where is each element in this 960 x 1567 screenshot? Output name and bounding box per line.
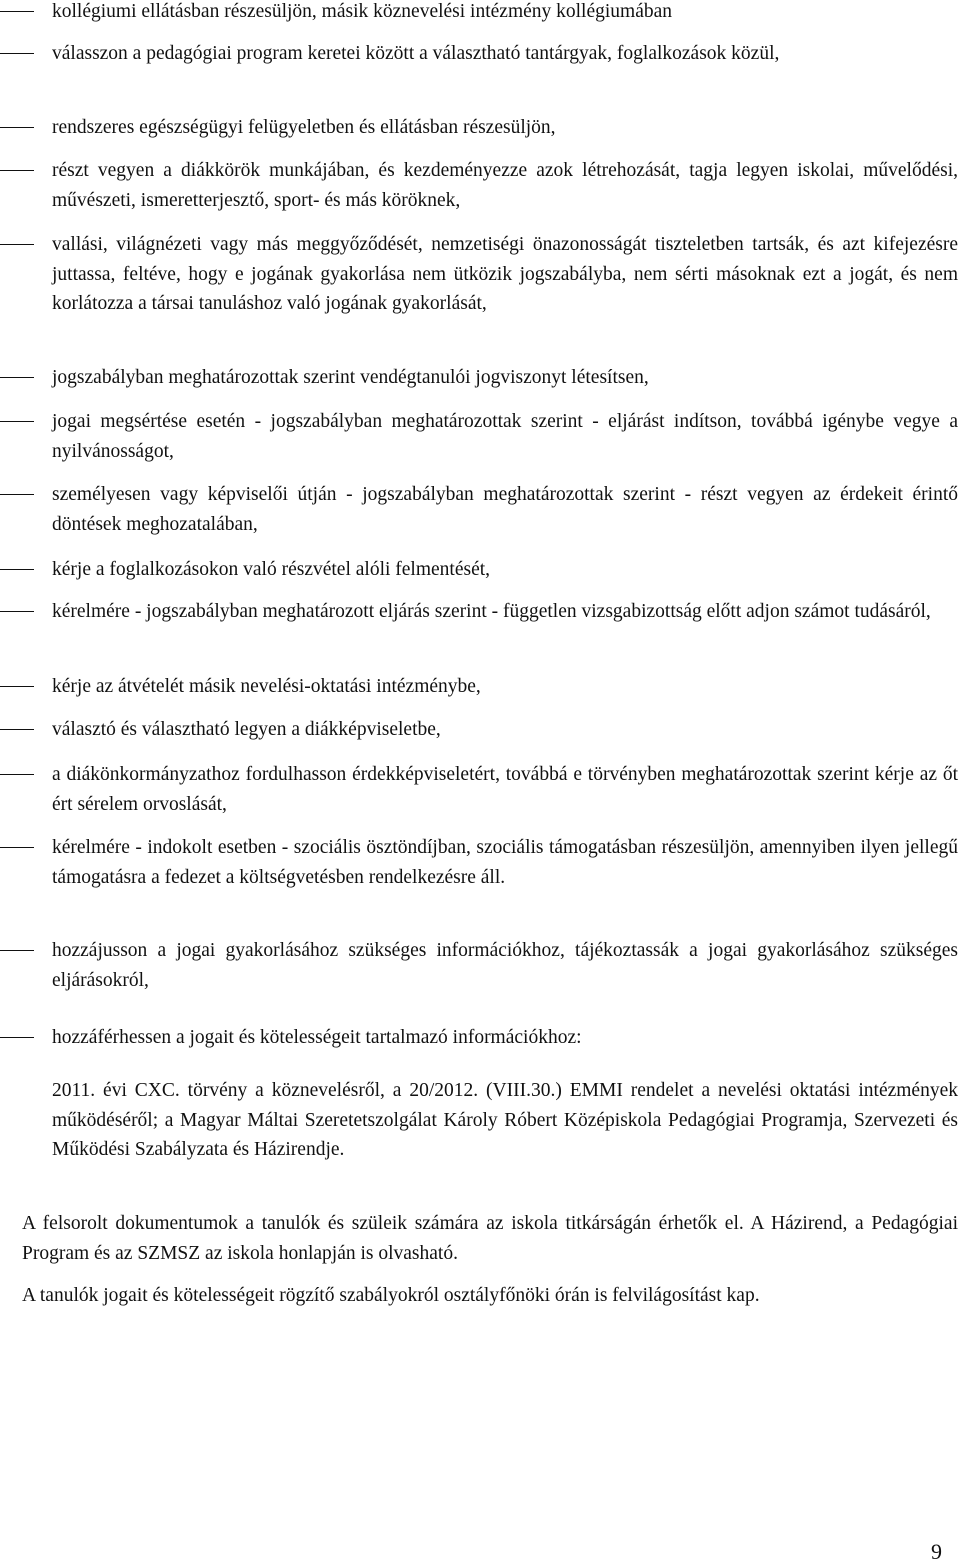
- dash-bullet: [0, 377, 34, 378]
- list-item-text: válasszon a pedagógiai program keretei között a választható tantárgyak, foglalkozások közül,: [52, 43, 780, 64]
- list-item-text: kérje a foglalkozásokon való részvétel alóli felmentését,: [52, 559, 491, 580]
- list-item-text: kérelmére - jogszabályban meghatározott eljárás szerint - független vizsgabizottság előtt adjon számot tudásáról,: [52, 601, 931, 622]
- list-item: [0, 597, 958, 627]
- dash-bullet: [0, 11, 34, 12]
- list-item: [0, 156, 958, 215]
- list-item: [0, 672, 958, 702]
- dash-bullet: [0, 686, 34, 687]
- dash-bullet: [0, 494, 34, 495]
- list-item: [0, 39, 958, 69]
- list-item-text: kollégiumi ellátásban részesüljön, másik köznevelési intézmény kollégiumában: [52, 1, 673, 22]
- page-number: 9: [931, 1539, 942, 1564]
- list-item-text: hozzáférhessen a jogait és kötelességeit tartalmazó információkhoz:: [52, 1027, 582, 1048]
- list-item-text: hozzájusson a jogai gyakorlásához szükséges információkhoz, tájékoztassák a jogai gyakorlásához szükséges eljárásokról,: [52, 940, 958, 991]
- list-item: [0, 760, 958, 819]
- list-item: [0, 833, 958, 892]
- list-item-text: kérje az átvételét másik nevelési-oktatási intézménybe,: [52, 676, 481, 697]
- list-item-text: jogszabályban meghatározottak szerint vendégtanulói jogviszonyt létesítsen,: [52, 367, 649, 388]
- dash-bullet: [0, 170, 34, 171]
- dash-bullet: [0, 950, 34, 951]
- dash-bullet: [0, 569, 34, 570]
- list-item: [0, 363, 958, 393]
- list-item-text: részt vegyen a diákkörök munkájában, és kezdeményezze azok létrehozását, tagja legyen iskolai, művelődési, művészeti, ismeretterjesztő, sport- és más köröknek,: [52, 160, 958, 211]
- dash-bullet: [0, 1037, 34, 1038]
- class-teacher-info-paragraph: A tanulók jogait és kötelességeit rögzítő szabályokról osztályfőnöki órán is felvilágosítást kap.: [22, 1285, 760, 1306]
- dash-bullet: [0, 244, 34, 245]
- list-item-text: vallási, világnézeti vagy más meggyőződését, nemzetiségi önazonosságát tiszteletben tartsák, és azt kifejezésre juttassa, feltéve, hogy e jogának gyakorlása nem ütközik jogszabályba, nem sérti másoknak ezt a jogát, és nem korlátozza a társai tanuláshoz való jogának gyakorlását,: [52, 234, 958, 314]
- list-item: [0, 480, 958, 539]
- list-item-text: a diákönkormányzathoz fordulhasson érdekképviseletért, továbbá e törvényben meghatározottak szerint kérje az őt ért sérelem orvoslását,: [52, 764, 958, 815]
- list-item: [0, 1023, 958, 1053]
- list-item: [0, 555, 958, 585]
- list-item: [0, 113, 958, 143]
- list-item: [0, 0, 958, 27]
- list-item: [0, 936, 958, 995]
- list-item: [0, 715, 958, 745]
- list-item: [0, 407, 958, 466]
- documents-availability-paragraph: A felsorolt dokumentumok a tanulók és szüleik számára az iskola titkárságán érhetők el. A Házirend, a Pedagógiai Program és az SZMSZ az iskola honlapján is olvasható.: [22, 1213, 958, 1264]
- list-item-text: választó és választható legyen a diákképviseletbe,: [52, 719, 441, 740]
- legal-reference-text: 2011. évi CXC. törvény a köznevelésről, a 20/2012. (VIII.30.) EMMI rendelet a nevelési oktatási intézmények működéséről; a Magyar Máltai Szeretetszolgálat Károly Róbert Középiskola Pedagógiai Programja, Szervezeti és Működési Szabályzata és Házirendje.: [52, 1080, 958, 1160]
- list-item-text: rendszeres egészségügyi felügyeletben és ellátásban részesüljön,: [52, 117, 556, 138]
- dash-bullet: [0, 847, 34, 848]
- dash-bullet: [0, 53, 34, 54]
- list-item-text: jogai megsértése esetén - jogszabályban meghatározottak szerint - eljárást indítson, továbbá igénybe vegye a nyilvánosságot,: [52, 411, 958, 462]
- dash-bullet: [0, 729, 34, 730]
- list-item: [0, 230, 958, 319]
- list-item-text: személyesen vagy képviselői útján - jogszabályban meghatározottak szerint - részt vegyen az érdekeit érintő döntések meghozatalában,: [52, 484, 958, 535]
- dash-bullet: [0, 421, 34, 422]
- dash-bullet: [0, 127, 34, 128]
- dash-bullet: [0, 774, 34, 775]
- list-item-text: kérelmére - indokolt esetben - szociális ösztöndíjban, szociális támogatásban részesüljön, amennyiben ilyen jellegű támogatásra a fedezet a költségvetésben rendelkezésre áll.: [52, 837, 958, 888]
- dash-bullet: [0, 611, 34, 612]
